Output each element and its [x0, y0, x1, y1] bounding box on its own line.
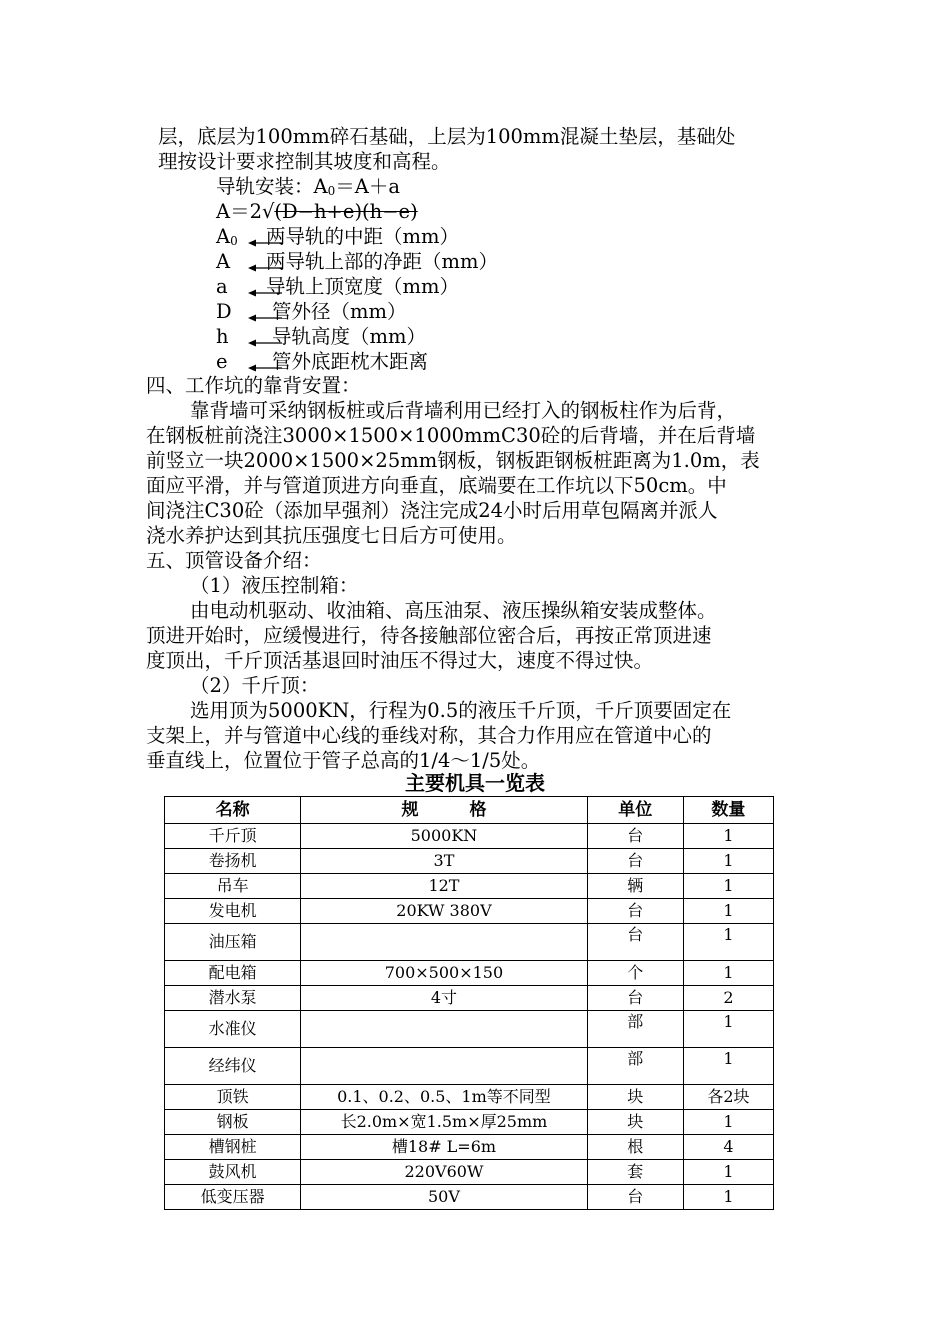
table-body [165, 824, 774, 1210]
paragraph-line: 垂直线上，位置位于管子总高的1/4～1/5处。 [146, 749, 541, 772]
cell-name: 槽钢桩 [165, 1135, 301, 1160]
subsection-title: （1）液压控制箱： [190, 574, 359, 597]
definition-symbol [216, 299, 232, 324]
header-spec: 规 格 [301, 797, 587, 824]
table-header-row [165, 797, 774, 824]
subscript: 0 [327, 184, 336, 198]
cell-spec: 长2.0m×宽1.5m×厚25mm [301, 1110, 587, 1135]
cell-spec: 50V [301, 1185, 587, 1210]
table-row [165, 924, 774, 961]
cell-quantity: 1 [683, 1160, 773, 1185]
cell-name: 吊车 [165, 874, 301, 899]
cell-spec: 12T [301, 874, 587, 899]
table-row [165, 1085, 774, 1110]
cell-unit: 台 [587, 824, 683, 849]
header-quantity: 数量 [683, 797, 773, 824]
section-title: 五、顶管设备介绍： [146, 549, 322, 572]
definition-symbol [216, 349, 228, 374]
formula-radicand: (D−h+e)(h−e) [274, 200, 418, 223]
cell-unit: 块 [587, 1110, 683, 1135]
table-row [165, 1160, 774, 1185]
cell-name: 卷扬机 [165, 849, 301, 874]
cell-quantity: 1 [683, 961, 773, 986]
cell-name: 发电机 [165, 899, 301, 924]
cell-name: 千斤顶 [165, 824, 301, 849]
cell-unit: 部 [587, 1011, 683, 1048]
cell-name: 油压箱 [165, 924, 301, 961]
cell-name: 配电箱 [165, 961, 301, 986]
definition-symbol [216, 274, 228, 299]
definition-text: 管外底距枕木距离 [272, 350, 429, 373]
paragraph-line: 层，底层为100mm碎石基础，上层为100mm混凝土垫层，基础处 [158, 125, 736, 148]
paragraph-line: 由电动机驱动、收油箱、高压油泵、液压操纵箱安装成整体。 [190, 599, 717, 622]
table-row [165, 1011, 774, 1048]
symbol-text: D [216, 300, 232, 323]
cell-unit: 台 [587, 1185, 683, 1210]
subscript: 0 [230, 234, 238, 248]
cell-quantity: 各2块 [683, 1085, 773, 1110]
cell-unit: 套 [587, 1160, 683, 1185]
formula-text: ＝A＋a [335, 175, 400, 198]
table-row [165, 1135, 774, 1160]
cell-name: 顶铁 [165, 1085, 301, 1110]
cell-unit: 辆 [587, 874, 683, 899]
definition-text: 管外径（mm） [272, 300, 407, 323]
cell-name: 低变压器 [165, 1185, 301, 1210]
table-row [165, 1110, 774, 1135]
cell-spec: 0.1、0.2、0.5、1m等不同型 [301, 1085, 587, 1110]
symbol-text: a [216, 275, 228, 298]
definition-symbol [216, 324, 229, 349]
table-row [165, 1048, 774, 1085]
cell-quantity: 1 [683, 824, 773, 849]
cell-unit: 个 [587, 961, 683, 986]
equipment-table [164, 796, 774, 1210]
symbol-text: A [216, 225, 231, 248]
cell-spec: 700×500×150 [301, 961, 587, 986]
symbol-text: h [216, 325, 229, 348]
cell-name: 经纬仪 [165, 1048, 301, 1085]
cell-quantity: 2 [683, 986, 773, 1011]
paragraph-line: 顶进开始时，应缓慢进行，待各接触部位密合后，再按正常顶进速 [146, 624, 712, 647]
symbol-text: A [216, 250, 231, 273]
cell-unit: 台 [587, 924, 683, 961]
table-row [165, 899, 774, 924]
header-unit: 单位 [587, 797, 683, 824]
cell-spec [301, 924, 587, 961]
paragraph-line: 前竖立一块2000×1500×25mm钢板，钢板距钢板桩距离为1.0m，表 [146, 449, 760, 472]
table-row [165, 849, 774, 874]
cell-spec: 20KW 380V [301, 899, 587, 924]
cell-quantity: 1 [683, 1185, 773, 1210]
paragraph-line: 在钢板桩前浇注3000×1500×1000mmC30砼的后背墙，并在后背墙 [146, 424, 756, 447]
section-title: 四、工作坑的靠背安置： [146, 374, 361, 397]
cell-name: 钢板 [165, 1110, 301, 1135]
table-row [165, 1185, 774, 1210]
table-title: 主要机具一览表 [405, 771, 545, 795]
cell-quantity: 1 [683, 1011, 773, 1048]
cell-spec [301, 1048, 587, 1085]
paragraph-line: 选用顶为5000KN，行程为0.5的液压千斤顶，千斤顶要固定在 [190, 699, 732, 722]
cell-unit: 台 [587, 899, 683, 924]
paragraph-line: 支架上，并与管道中心线的垂线对称，其合力作用应在管道中心的 [146, 724, 712, 747]
table-row [165, 874, 774, 899]
cell-unit: 部 [587, 1048, 683, 1085]
header-name: 名称 [165, 797, 301, 824]
subsection-title: （2）千斤顶： [190, 674, 320, 697]
cell-quantity: 1 [683, 924, 773, 961]
table-row [165, 961, 774, 986]
cell-unit: 块 [587, 1085, 683, 1110]
table-row [165, 824, 774, 849]
cell-unit: 台 [587, 849, 683, 874]
paragraph-line: 度顶出，千斤顶活基退回时油压不得过大，速度不得过快。 [146, 649, 654, 672]
definition-text: 两导轨上部的净距（mm） [266, 250, 498, 273]
cell-quantity: 1 [683, 1110, 773, 1135]
formula-text: A＝2√ [216, 200, 275, 223]
cell-spec [301, 1011, 587, 1048]
table-row [165, 986, 774, 1011]
paragraph-line: 面应平滑，并与管道顶进方向垂直，底端要在工作坑以下50cm。中 [146, 474, 727, 497]
formula-text: 导轨安装：A [216, 175, 328, 198]
cell-name: 水准仪 [165, 1011, 301, 1048]
paragraph-line: 间浇注C30砼（添加早强剂）浇注完成24小时后用草包隔离并派人 [146, 499, 718, 522]
cell-quantity: 1 [683, 849, 773, 874]
cell-quantity: 1 [683, 1048, 773, 1085]
paragraph-line: 靠背墙可采纳钢板桩或后背墙利用已经打入的钢板柱作为后背， [190, 399, 737, 422]
cell-spec: 4寸 [301, 986, 587, 1011]
formula-line [216, 199, 418, 224]
definition-symbol [216, 249, 230, 274]
paragraph-line: 理按设计要求控制其坡度和高程。 [158, 150, 451, 173]
cell-quantity: 1 [683, 874, 773, 899]
cell-spec: 槽18# L=6m [301, 1135, 587, 1160]
paragraph-line: 浇水养护达到其抗压强度七日后方可使用。 [146, 524, 517, 547]
cell-name: 潜水泵 [165, 986, 301, 1011]
cell-quantity: 4 [683, 1135, 773, 1160]
cell-name: 鼓风机 [165, 1160, 301, 1185]
definition-text: 导轨上顶宽度（mm） [266, 275, 459, 298]
cell-spec: 5000KN [301, 824, 587, 849]
cell-spec: 220V60W [301, 1160, 587, 1185]
cell-spec: 3T [301, 849, 587, 874]
cell-unit: 根 [587, 1135, 683, 1160]
symbol-text: e [216, 350, 228, 373]
cell-quantity: 1 [683, 899, 773, 924]
definition-text: 导轨高度（mm） [272, 325, 426, 348]
definition-text: 两导轨的中距（mm） [266, 225, 459, 248]
cell-unit: 台 [587, 986, 683, 1011]
